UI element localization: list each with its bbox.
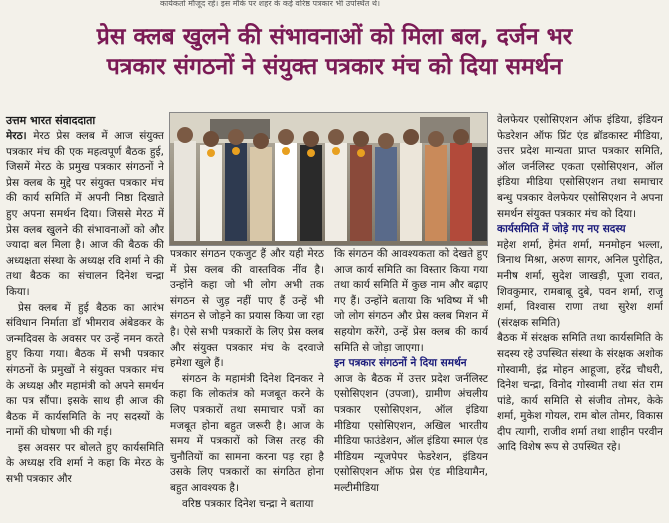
para-text: मेरठ प्रेस क्लब में आज संयुक्त पत्रकार मंच की एक महत्वपूर्ण बैठक हुई, जिसमें मेरठ के प्रमुख पत्रकार संगठनों ने प्रेस क्लब के मुद्दे पर संयुक्त पत्रकार मंच की कार्य समिति में अपनी निष्ठा दिखाते हुए अपना समर्थन दिया। जिससे मेरठ में प्रेस क्लब खुलने की संभावनाओं को और ज्यादा बल मिला है। आज की बैठक की अध्यक्षता संस्था के अध्यक्ष रवि शर्मा ने की तथा बैठक का संचालन दिनेश चन्द्रा किया। [6, 130, 164, 298]
column-1-para-1 [6, 129, 164, 301]
column-4-para-2: महेश शर्मा, हेमंत शर्मा, मनमोहन भल्ला, त्रिनाथ मिश्रा, अरुण सागर, अनिल पुरोहित, मनीष शर्मा, सुदेश जाखड़ी, पूजा रावत, शिवकुमार, रामबाबू दुबे, पवन शर्मा, राजू शर्मा, विश्वास राणा तथा सुरेश शर्मा (संरक्षक समिति) [497, 238, 663, 329]
column-4-para-1: वेलफेयर एसोसिएशन ऑफ इंडिया, इंडियन फेडरेशन ऑफ प्रिंट एंड ब्रॉडकास्ट मीडिया, उत्तर प्रदेश मान्यता प्राप्त पत्रकार समिति, ऑल जर्नलिस्ट एकता एसोसिएशन, ऑल इंडिया मीडिया एसोसिएशन तथा समाचार बन्धु पत्रकार वेलफेयर एसोसिएशन ने अपना समर्थन संयुक्त पत्रकार मंच को दिया। [497, 114, 663, 220]
previous-article-strip: कार्यकर्ता मौजूद रहे। इस मौके पर शहर के कई वरिष्ठ पत्रकार भी उपस्थित थे। [160, 0, 381, 8]
article-column-1 [6, 129, 164, 523]
column-2-para-1: पत्रकार संगठन एकजुट हैं और यही मेरठ में प्रेस क्लब की वास्तविक नींव है। उन्होंने कहा जो भी लोग अभी तक संगठन से जुड़ नहीं पाए हैं उन्हें भी संगठन से जोड़ने का प्रयास किया जा रहा है। ऐसे सभी पत्रकारों के लिए प्रेस क्लब और संयुक्त पत्रकार मंच के दरवाजे हमेशा खुले हैं। [170, 248, 324, 370]
article-column-2 [170, 247, 324, 523]
column-3-para-2: आज के बैठक में उत्तर प्रदेश जर्नलिस्ट एसोसिएशन (उपजा), ग्रामीण अंचलीय पत्रकार एसोसिएशन, ऑल इंडिया मीडिया एसोसिएशन, अखिल भारतीय मीडिया फाउंडेशन, ऑल इंडिया स्माल एंड मीडियम न्यूजपेपर फेडरेशन, इंडियन एसोसिएशन ऑफ प्रेस एंड मीडियामैन, मल्टीमीडिया [334, 372, 488, 494]
article-column-3 [334, 247, 488, 523]
column-3-para-1: कि संगठन की आवश्यकता को देखते हुए आज कार्य समिति का विस्तार किया गया तथा कार्य समिति में कुछ नाम और बढ़ाए गए हैं। उन्होंने बताया कि भविष्य में भी जो लोग संगठन और प्रेस क्लब मिशन में सहयोग करेंगे, उन्हें प्रेस क्लब की कार्य समिति से जोड़ा जाएगा। [334, 248, 488, 354]
column-1-para-2: प्रेस क्लब में हुई बैठक का आरंभ संविधान निर्माता डॉ भीमराव अंबेडकर के जन्मदिवस के अवसर पर उन्हें नमन करते हुए किया गया। बैठक में सभी पत्रकार संगठनों के प्रमुखों ने संयुक्त पत्रकार मंच के अध्यक्ष और महामंत्री को अपने समर्थन का पत्र सौंपा। इसके साथ ही आज की बैठक में कार्यसमिति के नए सदस्यों के नामों की घोषणा भी की गई। [6, 301, 164, 439]
new-members-subhead: कार्यसमिति में जोड़े गए नए सदस्य [497, 223, 626, 236]
column-4-para-3: बैठक में संरक्षक समिति तथा कार्यसमिति के सदस्य रहे उपस्थित संस्था के संरक्षक अशोक गोस्वामी, इंद्र मोहन आहूजा, हरेंद्र चौधरी, दिनेश चन्द्रा, विनोद गोस्वामी तथा संत राम पांडे, कार्य समिति से संजीव तोमर, केके शर्मा, मुकेश गोयल, राम बोल तोमर, विकास दीप त्यागी, राजीव शर्मा तथा शाहीन परवीन आदि विशेष रूप से उपस्थित रहे। [497, 332, 663, 454]
supporting-organizations-subhead: इन पत्रकार संगठनों ने दिया समर्थन [334, 357, 467, 370]
column-2-para-3: वरिष्ठ पत्रकार दिनेश चन्द्रा ने बताया [182, 497, 314, 510]
headline-line-2: पत्रकार संगठनों ने संयुक्त पत्रकार मंच को दिया समर्थन [106, 54, 563, 80]
column-2-para-2: संगठन के महामंत्री दिनेश दिनकर ने कहा कि लोकतंत्र को मजबूत करने के लिए पत्रकारों तथा समाचार पत्रों का मजबूत होना बहुत जरूरी है। आज के समय में पत्रकारों को जिस तरह की चुनौतियों का सामना करना पड़ रहा है उसके लिए पत्रकारों का संगठित होना बहुत आवश्यक है। [170, 372, 324, 494]
headline-line-1: प्रेस क्लब खुलने की संभावनाओं को मिला बल, दर्जन भर [96, 24, 573, 50]
byline: उत्तम भारत संवाददाता [6, 114, 96, 127]
column-1-para-3: इस अवसर पर बोलते हुए कार्यसमिति के अध्यक्ष रवि शर्मा ने कहा कि मेरठ के सभी पत्रकार और [6, 441, 164, 486]
headline [0, 22, 669, 82]
group-photo [169, 112, 488, 246]
article-column-4 [497, 113, 663, 523]
dateline: मेरठ। [6, 130, 27, 142]
group-photo-icon [170, 113, 487, 245]
